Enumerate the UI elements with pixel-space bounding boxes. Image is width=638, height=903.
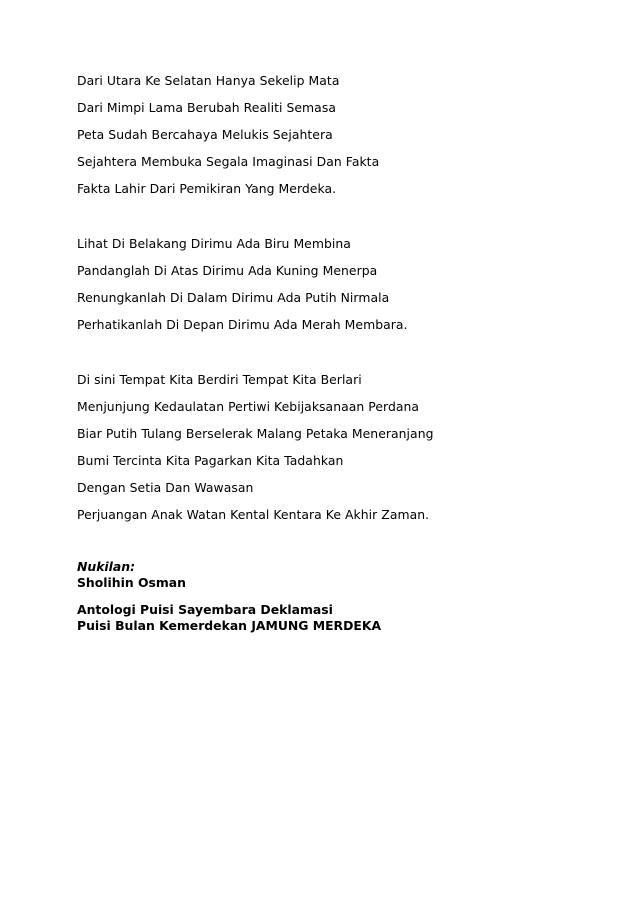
poem-line: Perjuangan Anak Watan Kental Kentara Ke Akhir Zaman. bbox=[77, 507, 430, 522]
poem-stanza-3 bbox=[77, 371, 434, 533]
poem-line: Biar Putih Tulang Berselerak Malang Petaka Meneranjang bbox=[77, 426, 434, 441]
poem-line: Sejahtera Membuka Segala Imaginasi Dan Fakta bbox=[77, 154, 380, 169]
poem-line: Dari Mimpi Lama Berubah Realiti Semasa bbox=[77, 100, 336, 115]
poem-stanza-1 bbox=[77, 72, 379, 207]
poem-line: Perhatikanlah Di Depan Dirimu Ada Merah Membara. bbox=[77, 317, 408, 332]
poem-line: Fakta Lahir Dari Pemikiran Yang Merdeka. bbox=[77, 181, 337, 196]
poem-line: Pandanglah Di Atas Dirimu Ada Kuning Menerpa bbox=[77, 263, 378, 278]
author-name: Sholihin Osman bbox=[77, 575, 186, 590]
credits-spacer bbox=[77, 591, 381, 602]
poem-line: Di sini Tempat Kita Berdiri Tempat Kita Berlari bbox=[77, 372, 362, 387]
poem-stanza-2 bbox=[77, 235, 408, 343]
poem-line: Renungkanlah Di Dalam Dirimu Ada Putih Nirmala bbox=[77, 290, 390, 305]
poem-line: Menjunjung Kedaulatan Pertiwi Kebijaksanaan Perdana bbox=[77, 399, 420, 414]
credits-label: Nukilan: bbox=[77, 559, 136, 574]
anthology-subtitle: Puisi Bulan Kemerdekan JAMUNG MERDEKA bbox=[77, 618, 382, 633]
poem-line: Bumi Tercinta Kita Pagarkan Kita Tadahkan bbox=[77, 453, 344, 468]
poem-credits bbox=[77, 559, 381, 634]
poem-line: Dengan Setia Dan Wawasan bbox=[77, 480, 254, 495]
poem-line: Dari Utara Ke Selatan Hanya Sekelip Mata bbox=[77, 73, 340, 88]
poem-line: Lihat Di Belakang Dirimu Ada Biru Membina bbox=[77, 236, 351, 251]
anthology-title: Antologi Puisi Sayembara Deklamasi bbox=[77, 602, 333, 617]
poem-line: Peta Sudah Bercahaya Melukis Sejahtera bbox=[77, 127, 333, 142]
